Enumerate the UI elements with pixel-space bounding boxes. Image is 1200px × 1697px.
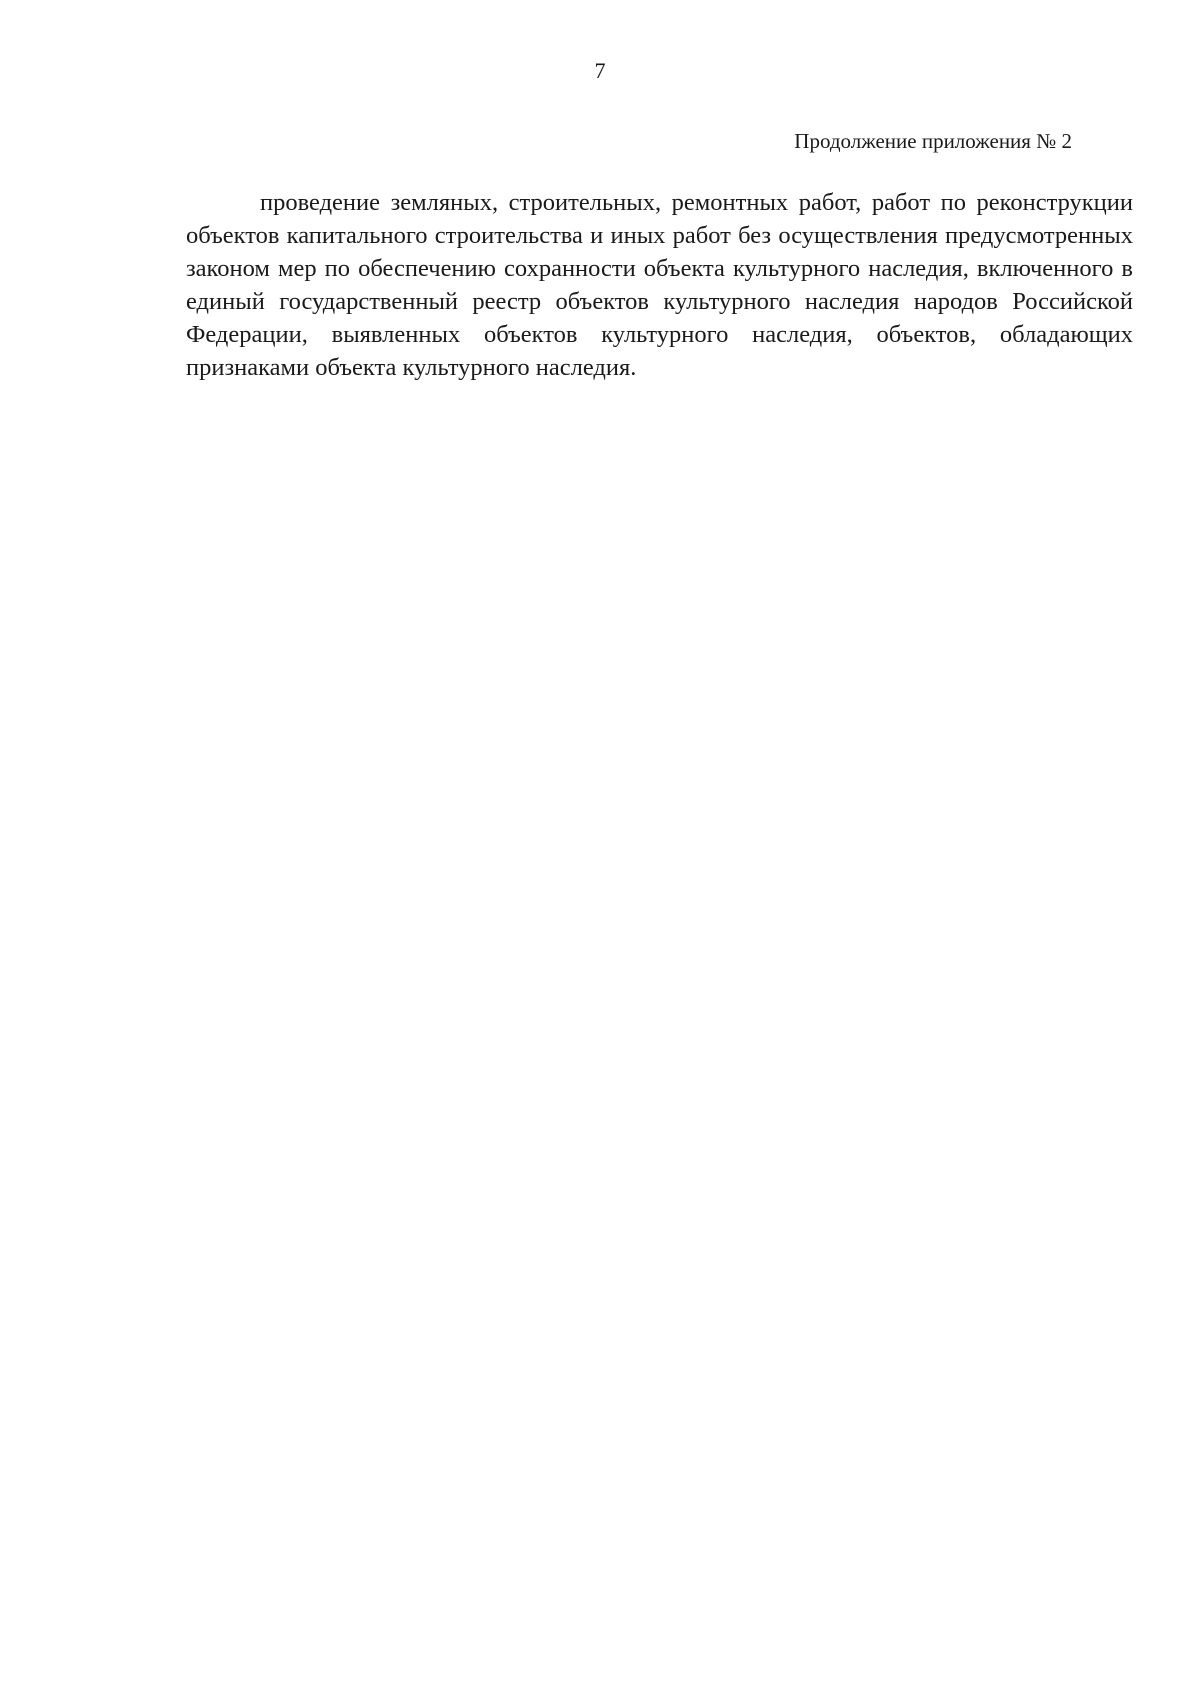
appendix-continuation-header: Продолжение приложения № 2 [794,129,1072,153]
page-number: 7 [594,58,606,83]
body-paragraph: проведение земляных, строительных, ремонтных работ, работ по реконструкции объектов капитального строительства и иных работ без осуществления предусмотренных законом мер по обеспечению сохранности объекта культурного наследия, включенного в единый государственный реестр объектов культурного наследия народов Российской Федерации, выявленных объектов культурного наследия, объектов, обладающих признаками объекта культурного наследия. [186,189,1133,381]
